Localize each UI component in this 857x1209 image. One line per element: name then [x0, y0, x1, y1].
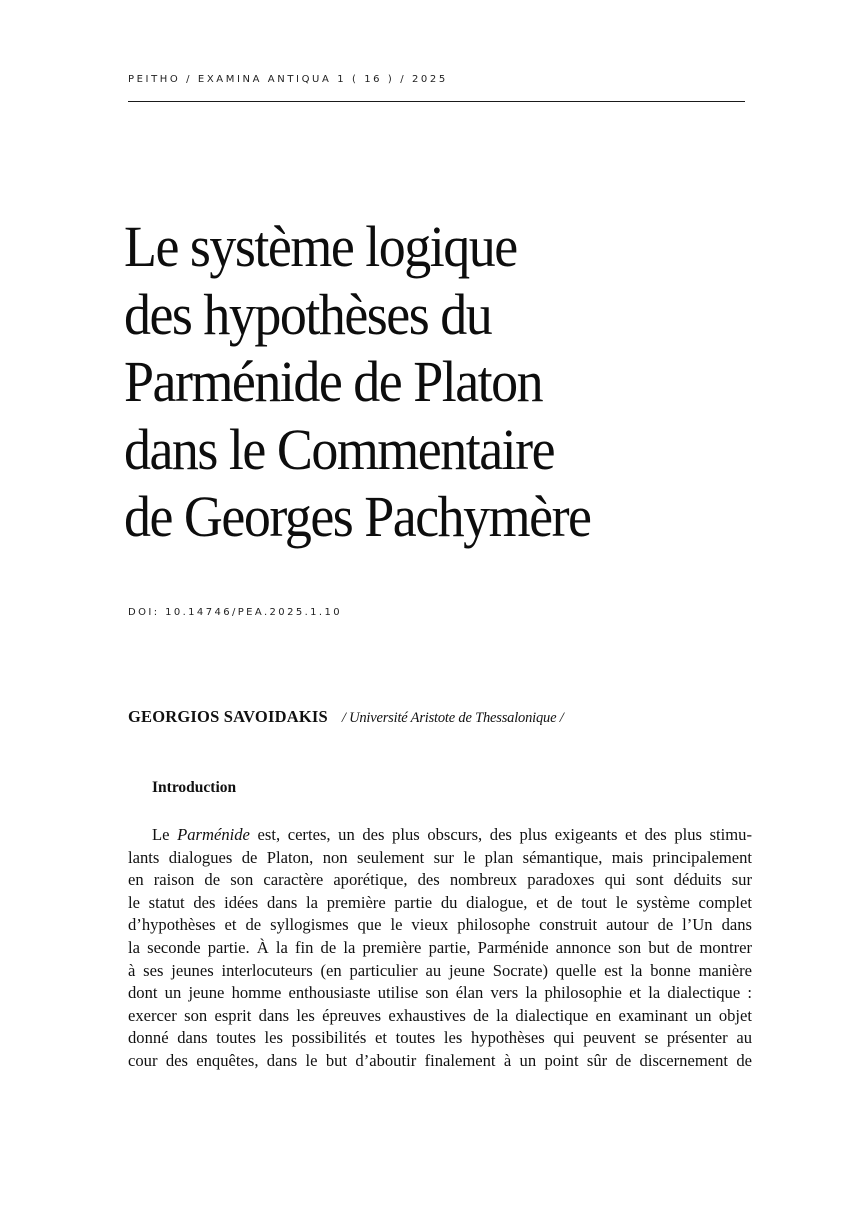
- header-rule: [128, 101, 745, 102]
- body-line: [128, 1027, 752, 1050]
- body-line: [128, 892, 752, 915]
- body-line-rest: est, certes, un des plus obscurs, des plus exigeants et des plus stimu-: [249, 825, 752, 844]
- title-line: de Georges Pachymère: [124, 484, 591, 549]
- body-line-text: à ses jeunes interlocuteurs (en particulier au jeune Socrate) quelle est la bonne manière: [128, 960, 752, 980]
- body-line: [128, 1005, 752, 1028]
- author-name: GEORGIOS SAVOIDAKIS: [128, 707, 328, 726]
- work-title-italic: Parménide: [177, 825, 250, 844]
- body-line-text: en raison de son caractère aporétique, des nombreux paradoxes qui sont déduits sur: [128, 870, 752, 890]
- body-line: [128, 869, 752, 892]
- section-heading: Introduction: [152, 779, 237, 796]
- body-line-text: donné dans toutes les possibilités et toutes les hypothèses qui peuvent se présenter au: [128, 1028, 752, 1048]
- body-line-text: [128, 824, 752, 847]
- article-title: [124, 213, 719, 551]
- body-paragraph: [128, 824, 752, 1073]
- body-line: [128, 824, 752, 847]
- body-line: [128, 960, 752, 983]
- title-line: Le système logique: [124, 214, 517, 279]
- title-line: des hypothèses du: [124, 281, 492, 347]
- body-line-text: lants dialogues de Platon, non seulement sur le plan sémantique, mais principalement: [128, 847, 752, 867]
- body-line: [128, 937, 752, 960]
- body-line: [128, 1050, 752, 1073]
- body-line-text: cour des enquêtes, dans le but d’aboutir finalement à un point sûr de discernement de: [128, 1050, 752, 1070]
- body-line: [128, 914, 752, 937]
- title-line: Parménide de Platon: [124, 349, 543, 414]
- body-line-text: le statut des idées dans la première partie du dialogue, et de tout le système complet: [128, 892, 752, 912]
- body-line-text: dont un jeune homme enthousiaste utilise son élan vers la philosophie et la dialectique :: [128, 983, 752, 1003]
- running-head: PEITHO / EXAMINA ANTIQUA 1 ( 16 ) / 2025: [128, 74, 448, 85]
- body-line-text: la seconde partie. À la fin de la première partie, Parménide annonce son but de montrer: [128, 937, 752, 957]
- body-line-text: exercer son esprit dans les épreuves exhaustives de la dialectique en examinant un objet: [128, 1005, 752, 1025]
- body-line-prefix: Le: [152, 825, 178, 844]
- title-line: dans le Commentaire: [124, 416, 555, 482]
- body-line: [128, 847, 752, 870]
- author-affiliation: / Université Aristote de Thessalonique /: [341, 710, 564, 726]
- doi: DOI: 10.14746/PEA.2025.1.10: [128, 607, 343, 618]
- body-line-text: d’hypothèses et de syllogismes que le vieux philosophe construit autour de l’Un dans: [128, 915, 752, 935]
- body-line: [128, 982, 752, 1005]
- author-line: [128, 707, 564, 727]
